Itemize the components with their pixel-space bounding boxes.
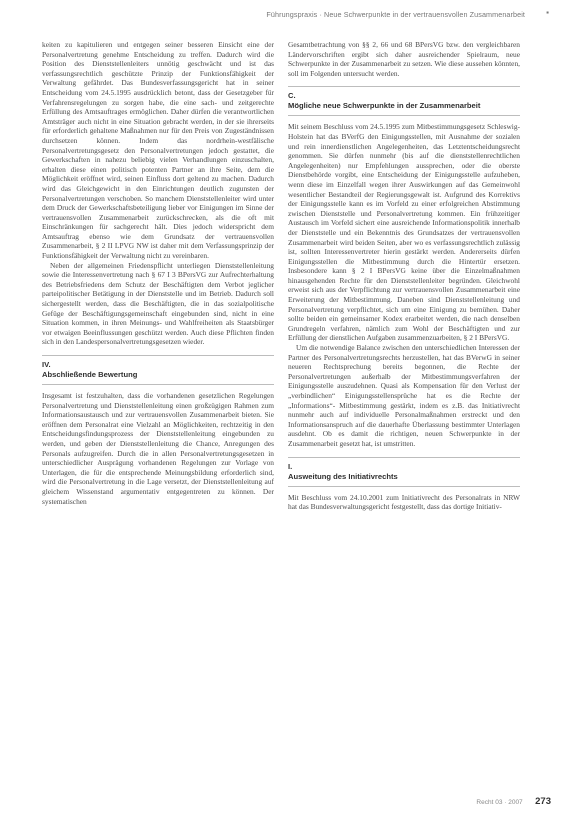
right-paragraph-2: Mit seinem Beschluss vom 24.5.1995 zum Mitbestimmungsgesetz Schleswig-Holstein hat das BVerfG den Einigungsstellen, mit Ausnahme der sozialen und rein innerdienstlichen Angelegenheiten, das Letztentscheidungsrecht genommen. Sie dürfen nunmehr (bis auf die dienststellenrechtlichen Angelegenheiten) nur Empfehlungen aussprechen, oder die oberste Dienstbehörde vorgibt, eine Entscheidung der Einigungsstelle aufzuheben, wenn diese im Einzelfall wegen ihrer Auswirkungen auf das Gemeinwohl wesentlicher Bestandteil der Regierungsgewalt ist. Aufgrund des Korrektivs der Einigungsstelle kann es im Vorfeld zu einer erfolgreichen Abstimmung zwischen Dienststelle und Personalvertretung kommen. Ein frühzeitiger Austausch im Vorfeld sichert eine ausreichende Informationspolitik innerhalb der Dienststelle und ein Bekenntnis des Grundsatzes der vertrauensvollen Zusammenarbeit wird beiden Seiten, aber wo es verfassungsrechtlich zulässig ist, sollten Interessenvertreter hierin gestärkt werden. Andererseits dürfen Einigungsstellen die Mitbestimmung durch die Hintertür ersetzen. Insbesondere kann § 2 I BPersVG keine über die Einzelmaßnahmen hinausgehenden Rechte für den Dienststellenleiter begründen. Gleichwohl erweist sich aus der Verpflichtung zur vertrauensvollen Zusammenarbeit eine Erweiterung der Mitbestimmung. Daneben sind Dienststellenleitung und Personalvertretung verpflichtet, sich um eine Einigung zu bemühen. Daher sollte beiden ein gemeinsamer Kodex erarbeitet werden, die nach denselben Grundregeln verfahren, nämlich zum Wohl der Beschäftigten und zur Erfüllung der dienstlichen Aufgaben zusammenzuarbeiten, § 2 I BPersVG. [288, 122, 520, 343]
right-column [288, 40, 520, 512]
right-paragraph-3: Um die notwendige Balance zwischen den unterschiedlichen Interessen der Partner des Personalvertretungsrechts herzustellen, hat das BVerwG in seiner neueren Rechtsprechung bereits begonnen, die Rechte der Personalvertretungen außerhalb der Mitbestimmungsverfahren der Einigungsstelle auszudehnen. Quasi als Kompensation für den Verlust der „verbindlichen“ Einigungsstellensprüche hat es die Rechte der „Informations“- Mitbestimmung gestärkt, indem es z.B. das Initiativrecht nunmehr auch auf individuelle Personalmaßnahmen erstreckt und den Informationsanspruch auf die dauerhafte Überlassung bestimmter Unterlagen ausdehnt. Ob es damit die richtigen, neuen Schwerpunkte in der Zusammenarbeit gesetzt hat, ist umstritten. [288, 343, 520, 448]
page-footer [476, 791, 551, 809]
section-number: C. [288, 91, 296, 101]
section-heading-c [288, 86, 520, 116]
page-number: 273 [535, 796, 551, 807]
section-heading-iv [42, 355, 274, 385]
journal-source: Recht 03 · 2007 [476, 799, 523, 806]
section-title: Ausweitung des Initiativrechts [288, 471, 398, 481]
running-head: Führungspraxis · Neue Schwerpunkte in der vertrauensvollen Zusammenarbeit [266, 10, 525, 19]
header-square-icon: ▪ [546, 8, 549, 17]
section-number: IV. [42, 360, 51, 369]
left-paragraph-1: keiten zu kapitulieren und entgegen seiner besseren Einsicht eine der Personalvertretung genehme Entscheidung zu treffen. Dadurch wird die Position des Dienststellenleiters unnötig geschwächt und ist das verfassungsrechtlich geschützte Prinzip der Funktionsfähigkeit der Verwaltung gefährdet. Das Bundesverfassungsgericht hat in seiner Entscheidung vom 24.5.1995 ausdrücklich betont, dass der Gesetzgeber für Verfahrensregelungen zu sorgen habe, die eine sach- und zeitgerechte Erfüllung des Amtsauftrages ermöglichen. Daher dürfen die verantwortlichen Amtsträger auch nicht in eine Situation gebracht werden, in der sie ihrerseits für erforderlich gehaltene Maßnahmen nur für den Preis von Zugeständnissen durchsetzen können. Indem das nordrhein-westfälische Personalvertretungsgesetz den Personalvertretungen jedoch gestattet, die Gewerkschaften in nahezu beliebig vielen Verhandlungen einzuschalten, erhalten diese einen politisch potenten Partner an ihre Seite, dem die Möglichkeit eröffnet wird, seinen Einfluss dort geltend zu machen. Dadurch wird das Gleichgewicht in den Einrichtungen deutlich zugunsten der Personalvertretungen verschoben. So manchem Dienststellenleiter wird unter dem Druck der Gewerkschaftsbeteiligung lieber vor Einigungen im Sinne der vertrauensvollen Zusammenarbeit zurückschrecken, als die oft mit Einschränkungen für sachgerecht hält. Dies jedoch widerspricht dem Amtsauftrag ebenso wie dem Grundsatz der vertrauensvollen Zusammenarbeit, § 2 II LPVG NW ist daher mit dem Verfassungsprinzip der Funktionsfähigkeit der Verwaltung nicht zu vereinbaren. [42, 40, 274, 261]
right-paragraph-4: Mit Beschluss vom 24.10.2001 zum Initiativrecht des Personalrats in NRW hat das Bundesverwaltungsgericht festgestellt, dass das dortige Initiativ- [288, 492, 520, 512]
section-heading-i [288, 457, 520, 487]
left-paragraph-2: Neben der allgemeinen Friedenspflicht unterliegen Dienststellenleitung sowie die Interessenvertretung nach § 67 I 3 BPersVG zur Aufrechterhaltung des Betriebsfriedens dem Schutz der Beschäftigten dem Verbot jeglicher parteipolitischer Betätigung in der Dienststelle und im Betrieb. Dadurch soll sichergestellt werden, dass die Beschäftigten, die in das sozialpolitische Gefüge der Beschäftigungsgemeinschaft eingebunden sind, nicht in eine Situation kommen, in ihren Meinungs- und Wahlfreiheiten als Staatsbürger vor etwaigen Beeinflussungen geschützt werden. Auch diese Pflichten finden sich in den Landespersonalvertretungsgesetzen wieder. [42, 260, 274, 347]
section-title: Mögliche neue Schwerpunkte in der Zusammenarbeit [288, 101, 481, 111]
page-header [0, 0, 573, 28]
section-number: I. [288, 461, 293, 471]
section-title: Abschließende Bewertung [42, 370, 138, 379]
right-paragraph-1: Gesamtbetrachtung von §§ 2, 66 und 68 BPersVG bzw. den vergleichbaren Ländervorschriften ergibt sich daher ausreichender Spielraum, neue Schwerpunkte in der Zusammenarbeit zu setzen. Wie diese aussehen könnten, soll im Folgenden untersucht werden. [288, 40, 520, 78]
left-column [42, 40, 274, 506]
left-paragraph-3: Insgesamt ist festzuhalten, dass die vorhandenen gesetzlichen Regelungen Personalvertretung und Dienststellenleitung einen großzügigen Rahmen zum Informationsaustausch und zur vertrauensvollen Zusammenarbeit bieten. Sie eröffnen dem Personalrat eine Vielzahl an Möglichkeiten, rechtzeitig in den Entscheidungsfindungsprozess der Dienststellenleitung eingebunden zu werden, und geben der Dienststellenleitung die Chance, Anregungen des Personals aufzugreifen. Durch die in allen Personalvertretungsgesetzen in unterschiedlicher Ausprägung vorhandenen Regelungen zur Vorlage von Unterlagen, die für die entsprechende Meinungsbildung erforderlich sind, wird die Personalvertretung in die Lage versetzt, der Dienststellenleitung auf gleichem Wissenstand argumentativ entgegentreten zu können. Der systematischen [42, 391, 274, 506]
